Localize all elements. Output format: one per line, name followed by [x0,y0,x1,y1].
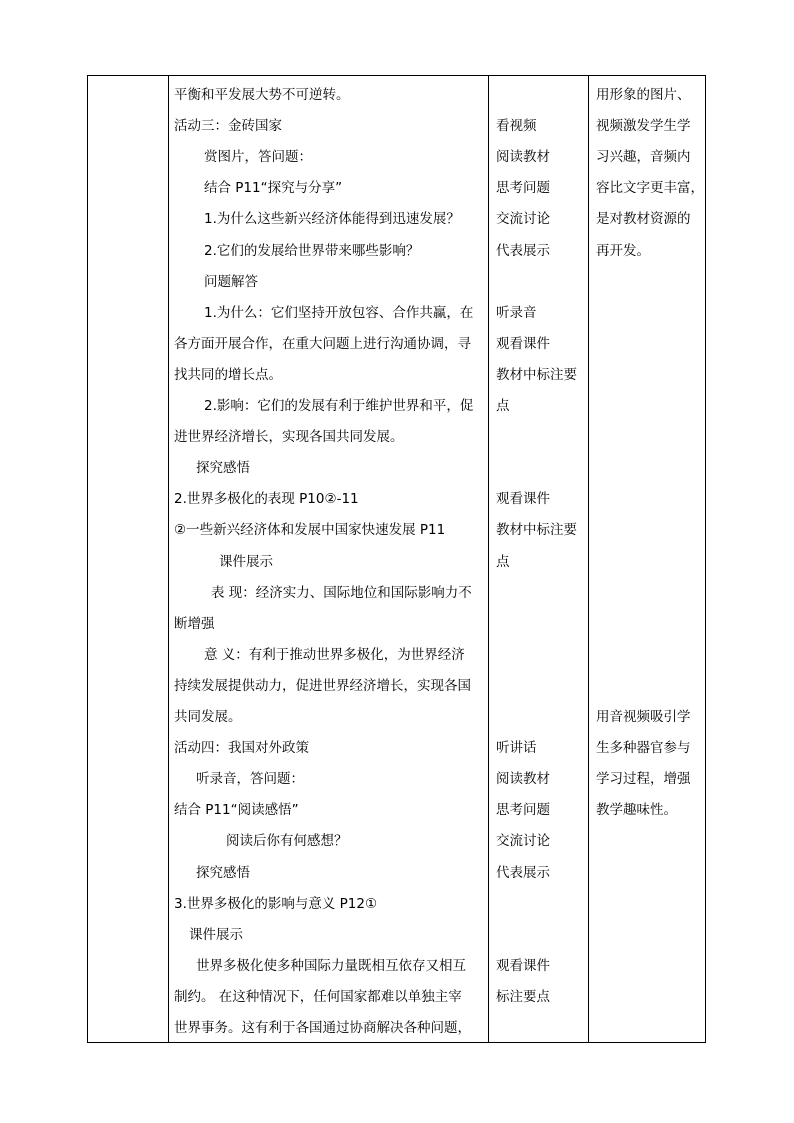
student-activity-line: 教材中标注要 [496,522,577,539]
content-line: 进世界经济增长，实现各国共同发展。 [174,429,404,446]
content-line: 平衡和平发展大势不可逆转。 [174,87,350,103]
student-activity-line: 阅读教材 [496,149,550,166]
content-line: 找共同的增长点。 [174,366,282,383]
content-line: 探究感悟 [196,460,250,477]
content-line: 课件展示 [189,926,243,943]
design-intent-line: 用形象的图片、 [596,87,691,103]
student-activity-column [496,76,586,1042]
student-activity-line: 标注要点 [496,988,550,1005]
content-line: 世界多极化使多种国际力量既相互依存又相互 [196,957,466,974]
student-activity-line: 观看课件 [496,491,550,508]
content-line: 意 义：有利于推动世界多极化，为世界经济 [204,646,465,663]
design-intent-line: 视频激发学生学 [596,118,691,135]
content-line: 表 现：经济实力、国际地位和国际影响力不 [211,584,472,601]
content-line: 结合 P11“探究与分享” [204,180,343,197]
student-activity-line: 阅读教材 [496,771,550,788]
student-activity-line: 观看课件 [496,957,550,974]
student-activity-line: 听讲话 [496,740,537,757]
student-activity-line: 点 [496,398,510,414]
student-activity-line: 思考问题 [496,180,550,197]
design-intent-line: 生多种器官参与 [596,740,691,757]
content-line: 探究感悟 [196,864,250,881]
content-line: 结合 P11“阅读感悟” [174,802,299,819]
content-line: 听录音，答问题： [196,771,304,788]
student-activity-line: 看视频 [496,118,537,135]
design-intent-line: 再开发。 [596,242,650,259]
content-line: 持续发展提供动力，促进世界经济增长，实现各国 [174,677,471,694]
student-activity-line: 代表展示 [496,242,550,259]
content-line: ②一些新兴经济体和发展中国家快速发展 P11 [174,522,446,539]
content-line: 课件展示 [219,553,273,570]
content-line: 1.为什么：它们坚持开放包容、合作共赢，在 [204,304,474,321]
content-line: 共同发展。 [174,709,242,725]
content-line: 问题解答 [204,273,258,290]
design-intent-line: 学习过程，增强 [596,771,691,788]
content-line: 世界事务。这有利于各国通过协商解决各种问题， [174,1020,471,1036]
content-line: 阅读后你有何感想？ [226,833,348,850]
student-activity-line: 观看课件 [496,335,550,352]
content-line: 断增强 [174,615,215,632]
column-divider [588,76,589,1042]
column-divider [168,76,169,1042]
student-activity-line: 代表展示 [496,864,550,881]
content-line: 1.为什么这些新兴经济体能得到迅速发展？ [204,211,460,228]
student-activity-line: 思考问题 [496,802,550,819]
design-intent-line: 用音视频吸引学 [596,709,691,725]
design-intent-line: 教学趣味性。 [596,802,677,819]
student-activity-line: 听录音 [496,304,537,321]
content-line: 2.影响：它们的发展有利于维护世界和平，促 [204,398,474,414]
teaching-content-column [174,76,486,1042]
design-intent-column [596,76,704,1042]
student-activity-line: 点 [496,553,510,570]
content-line: 2.世界多极化的表现 P10②-11 [174,491,359,508]
content-line: 3.世界多极化的影响与意义 P12① [174,895,378,912]
design-intent-line: 习兴趣，音频内 [596,149,691,166]
content-line: 2.它们的发展给世界带来哪些影响？ [204,242,420,259]
content-line: 活动三：金砖国家 [174,118,282,135]
content-line: 活动四：我国对外政策 [174,740,309,757]
lesson-plan-table [87,75,706,1043]
content-line: 制约。 在这种情况下，任何国家都难以单独主宰 [174,988,462,1005]
student-activity-line: 交流讨论 [496,211,550,228]
content-line: 赏图片，答问题： [204,149,312,166]
design-intent-line: 容比文字更丰富， [596,180,704,197]
student-activity-line: 交流讨论 [496,833,550,850]
content-line: 各方面开展合作，在重大问题上进行沟通协调，寻 [174,335,471,352]
column-divider [488,76,489,1042]
student-activity-line: 教材中标注要 [496,366,577,383]
design-intent-line: 是对教材资源的 [596,211,691,228]
